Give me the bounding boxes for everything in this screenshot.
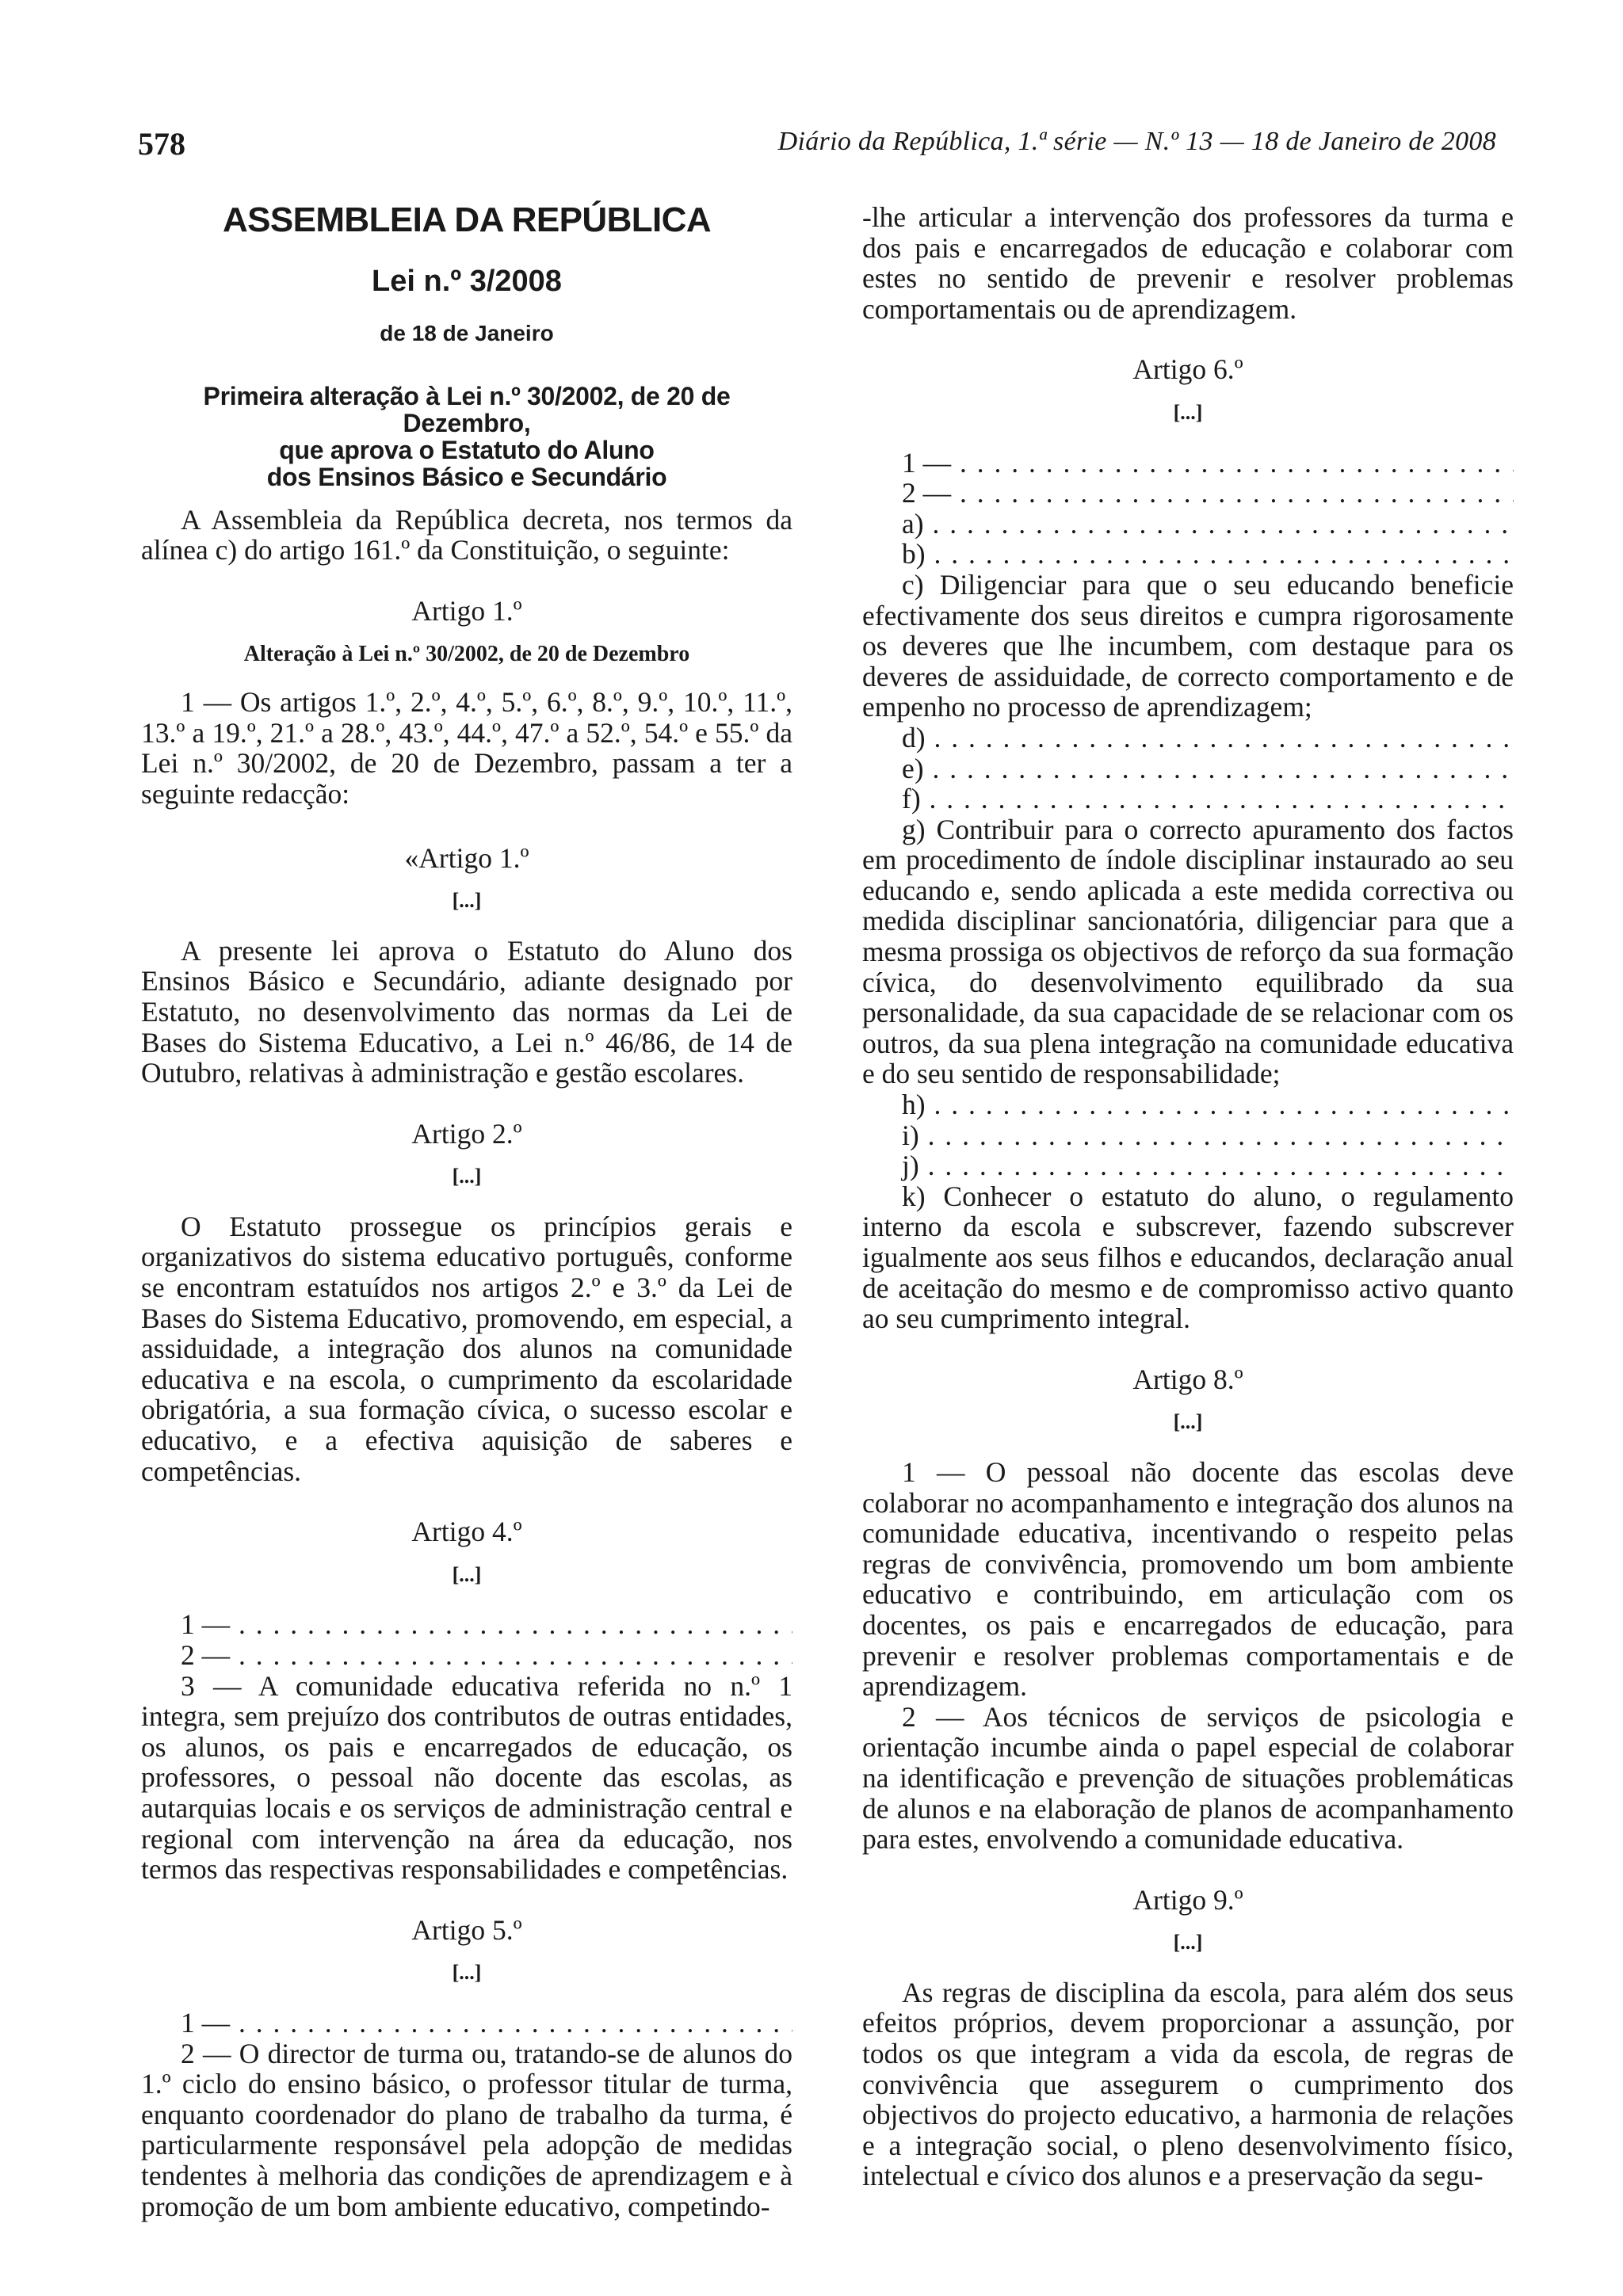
- omitted-item: 1 — . . .: [141, 2008, 792, 2039]
- omitted-item: j) . . .: [862, 1150, 1514, 1181]
- left-column: [141, 202, 792, 2222]
- omitted-item: h) . . .: [862, 1089, 1514, 1120]
- omitted-item: 1 — . . .: [862, 448, 1514, 479]
- article-paragraph: c) Diligenciar para que o seu educando beneficie efectivamente dos seus direitos e cumpra rigorosamente os deveres que lhe incumbem, com destaque para os deveres de assiduidade, de correcto comportamento e de empenho no processo de aprendizagem;: [862, 568, 1514, 723]
- continued-paragraph: -lhe articular a intervenção dos professores da turma e dos pais e encarregados de educação e colaborar com estes no sentido de prevenir e resolver problemas comportamentais ou de aprendizagem.: [862, 201, 1514, 325]
- article-paragraph: As regras de disciplina da escola, para além dos seus efeitos próprios, devem proporcionar a assunção, por todos os que integram a vida da escola, de regras de convivência que assegurem o cumprimento dos objectivos do projecto educativo, a harmonia de relações e a integração social, o pleno desenvolvimento físico, intelectual e cívico dos alunos e a preservação da segu-: [862, 1976, 1514, 2192]
- law-title-line: dos Ensinos Básico e Secundário: [266, 462, 667, 491]
- article-subtitle: Alteração à Lei n.º 30/2002, de 20 de Dezembro: [243, 641, 690, 666]
- article-heading: Artigo 5.º: [411, 1913, 522, 1946]
- law-date: de 18 de Janeiro: [380, 321, 554, 346]
- article-heading: «Artigo 1.º: [404, 841, 529, 874]
- omitted-item: 2 — . . .: [862, 478, 1514, 509]
- law-title-line: Primeira alteração à Lei n.º 30/2002, de 20 de Dezembro,: [203, 381, 731, 437]
- omitted-item: e) . . .: [862, 753, 1514, 784]
- article-heading: Artigo 6.º: [1132, 353, 1243, 386]
- article-paragraph: g) Contribuir para o correcto apuramento dos factos em procedimento de índole disciplinar instaurado ao seu educando e, sendo aplicada a este medida correctiva ou medida disciplinar sancionatória, diligenciar para que a mesma prossiga os objectivos de reforço da sua formação cívica, do desenvolvimento equilibrado da sua personalidade, da sua capacidade de se relacionar com os outros, da sua plena integração na comunidade educativa e do seu sentido de responsabilidade;: [862, 813, 1514, 1090]
- omitted-item: d) . . .: [862, 723, 1514, 753]
- article-paragraph: 1 — Os artigos 1.º, 2.º, 4.º, 5.º, 6.º, 8.º, 9.º, 10.º, 11.º, 13.º a 19.º, 21.º a 28.º, 43.º, 44.º, 47.º a 52.º, 54.º e 55.º da Lei n.º 30/2002, de 20 de Dezembro, passam a ter a seguinte redacção:: [141, 686, 792, 810]
- article-heading: Artigo 1.º: [411, 594, 522, 627]
- ellipsis-marker: [...]: [1173, 400, 1203, 424]
- article-paragraph: 2 — O director de turma ou, tratando-se de alunos do 1.º ciclo do ensino básico, o professor titular de turma, enquanto coordenador do plano de trabalho da turma, é particularmente responsável pela adopção de medidas tendentes à melhoria das condições de aprendizagem e à promoção de um bom ambiente educativo, competindo-: [141, 2037, 792, 2222]
- article-heading: Artigo 8.º: [1132, 1363, 1243, 1395]
- article-heading: Artigo 9.º: [1132, 1883, 1243, 1916]
- ellipsis-marker: [...]: [1173, 1931, 1203, 1955]
- ellipsis-marker: [...]: [452, 1961, 482, 1985]
- running-header: Diário da República, 1.ª série — N.º 13 — 18 de Janeiro de 2008: [777, 127, 1496, 156]
- omitted-item: f) . . .: [862, 784, 1514, 814]
- ellipsis-marker: [...]: [1173, 1410, 1203, 1434]
- omitted-item: 1 — . . .: [141, 1609, 792, 1640]
- intro-paragraph: A Assembleia da República decreta, nos termos da alínea c) do artigo 161.º da Constituição, o seguinte:: [141, 503, 792, 566]
- article-paragraph: 1 — O pessoal não docente das escolas deve colaborar no acompanhamento e integração dos alunos na comunidade educativa, incentivando o respeito pelas regras de convivência, promovendo um bom ambiente educativo e contribuindo, em articulação com os docentes, os pais e encarregados de educação, para prevenir e resolver problemas comportamentais e de aprendizagem.: [862, 1455, 1514, 1703]
- article-heading: Artigo 4.º: [411, 1516, 522, 1548]
- law-title: [141, 383, 792, 490]
- ellipsis-marker: [...]: [452, 889, 482, 913]
- omitted-item: 2 — . . .: [141, 1640, 792, 1671]
- ellipsis-marker: [...]: [452, 1165, 482, 1188]
- law-number: Lei n.º 3/2008: [372, 264, 562, 298]
- article-paragraph: A presente lei aprova o Estatuto do Aluno dos Ensinos Básico e Secundário, adiante designado por Estatuto, no desenvolvimento das normas da Lei de Bases do Sistema Educativo, a Lei n.º 46/86, de 14 de Outubro, relativas à administração e gestão escolares.: [141, 934, 792, 1089]
- article-paragraph: 2 — Aos técnicos de serviços de psicologia e orientação incumbe ainda o papel especial de colaborar na identificação e prevenção de situações problemáticas de alunos e na elaboração de planos de acompanhamento para estes, envolvendo a comunidade educativa.: [862, 1700, 1514, 1855]
- article-paragraph: k) Conhecer o estatuto do aluno, o regulamento interno da escola e subscrever, fazendo subscrever igualmente aos seus filhos e educandos, declaração anual de aceitação do mesmo e de compromisso activo quanto ao seu cumprimento integral.: [862, 1180, 1514, 1335]
- page-number: 578: [138, 126, 185, 162]
- article-paragraph: O Estatuto prossegue os princípios gerais e organizativos do sistema educativo português, conforme se encontram estatuídos nos artigos 2.º e 3.º da Lei de Bases do Sistema Educativo, promovendo, em especial, a assiduidade, a integração dos alunos na comunidade educativa e na escola, o cumprimento da escolaridade obrigatória, a sua formação cívica, o sucesso escolar e educativo, e a efectiva aquisição de saberes e competências.: [141, 1210, 792, 1487]
- law-title-line: que aprova o Estatuto do Aluno: [279, 435, 655, 464]
- article-heading: Artigo 2.º: [411, 1117, 522, 1150]
- institution-heading: ASSEMBLEIA DA REPÚBLICA: [222, 200, 712, 239]
- article-paragraph: 3 — A comunidade educativa referida no n.º 1 integra, sem prejuízo dos contributos de outras entidades, os alunos, os pais e encarregados de educação, os professores, o pessoal não docente das escolas, as autarquias locais e os serviços de administração central e regional com intervenção na área da educação, nos termos das respectivas responsabilidades e competências.: [141, 1669, 792, 1886]
- omitted-item: a) . . .: [862, 509, 1514, 540]
- omitted-item: b) . . .: [862, 539, 1514, 570]
- omitted-item: i) . . .: [862, 1120, 1514, 1151]
- right-column: [862, 202, 1514, 2191]
- ellipsis-marker: [...]: [452, 1562, 482, 1586]
